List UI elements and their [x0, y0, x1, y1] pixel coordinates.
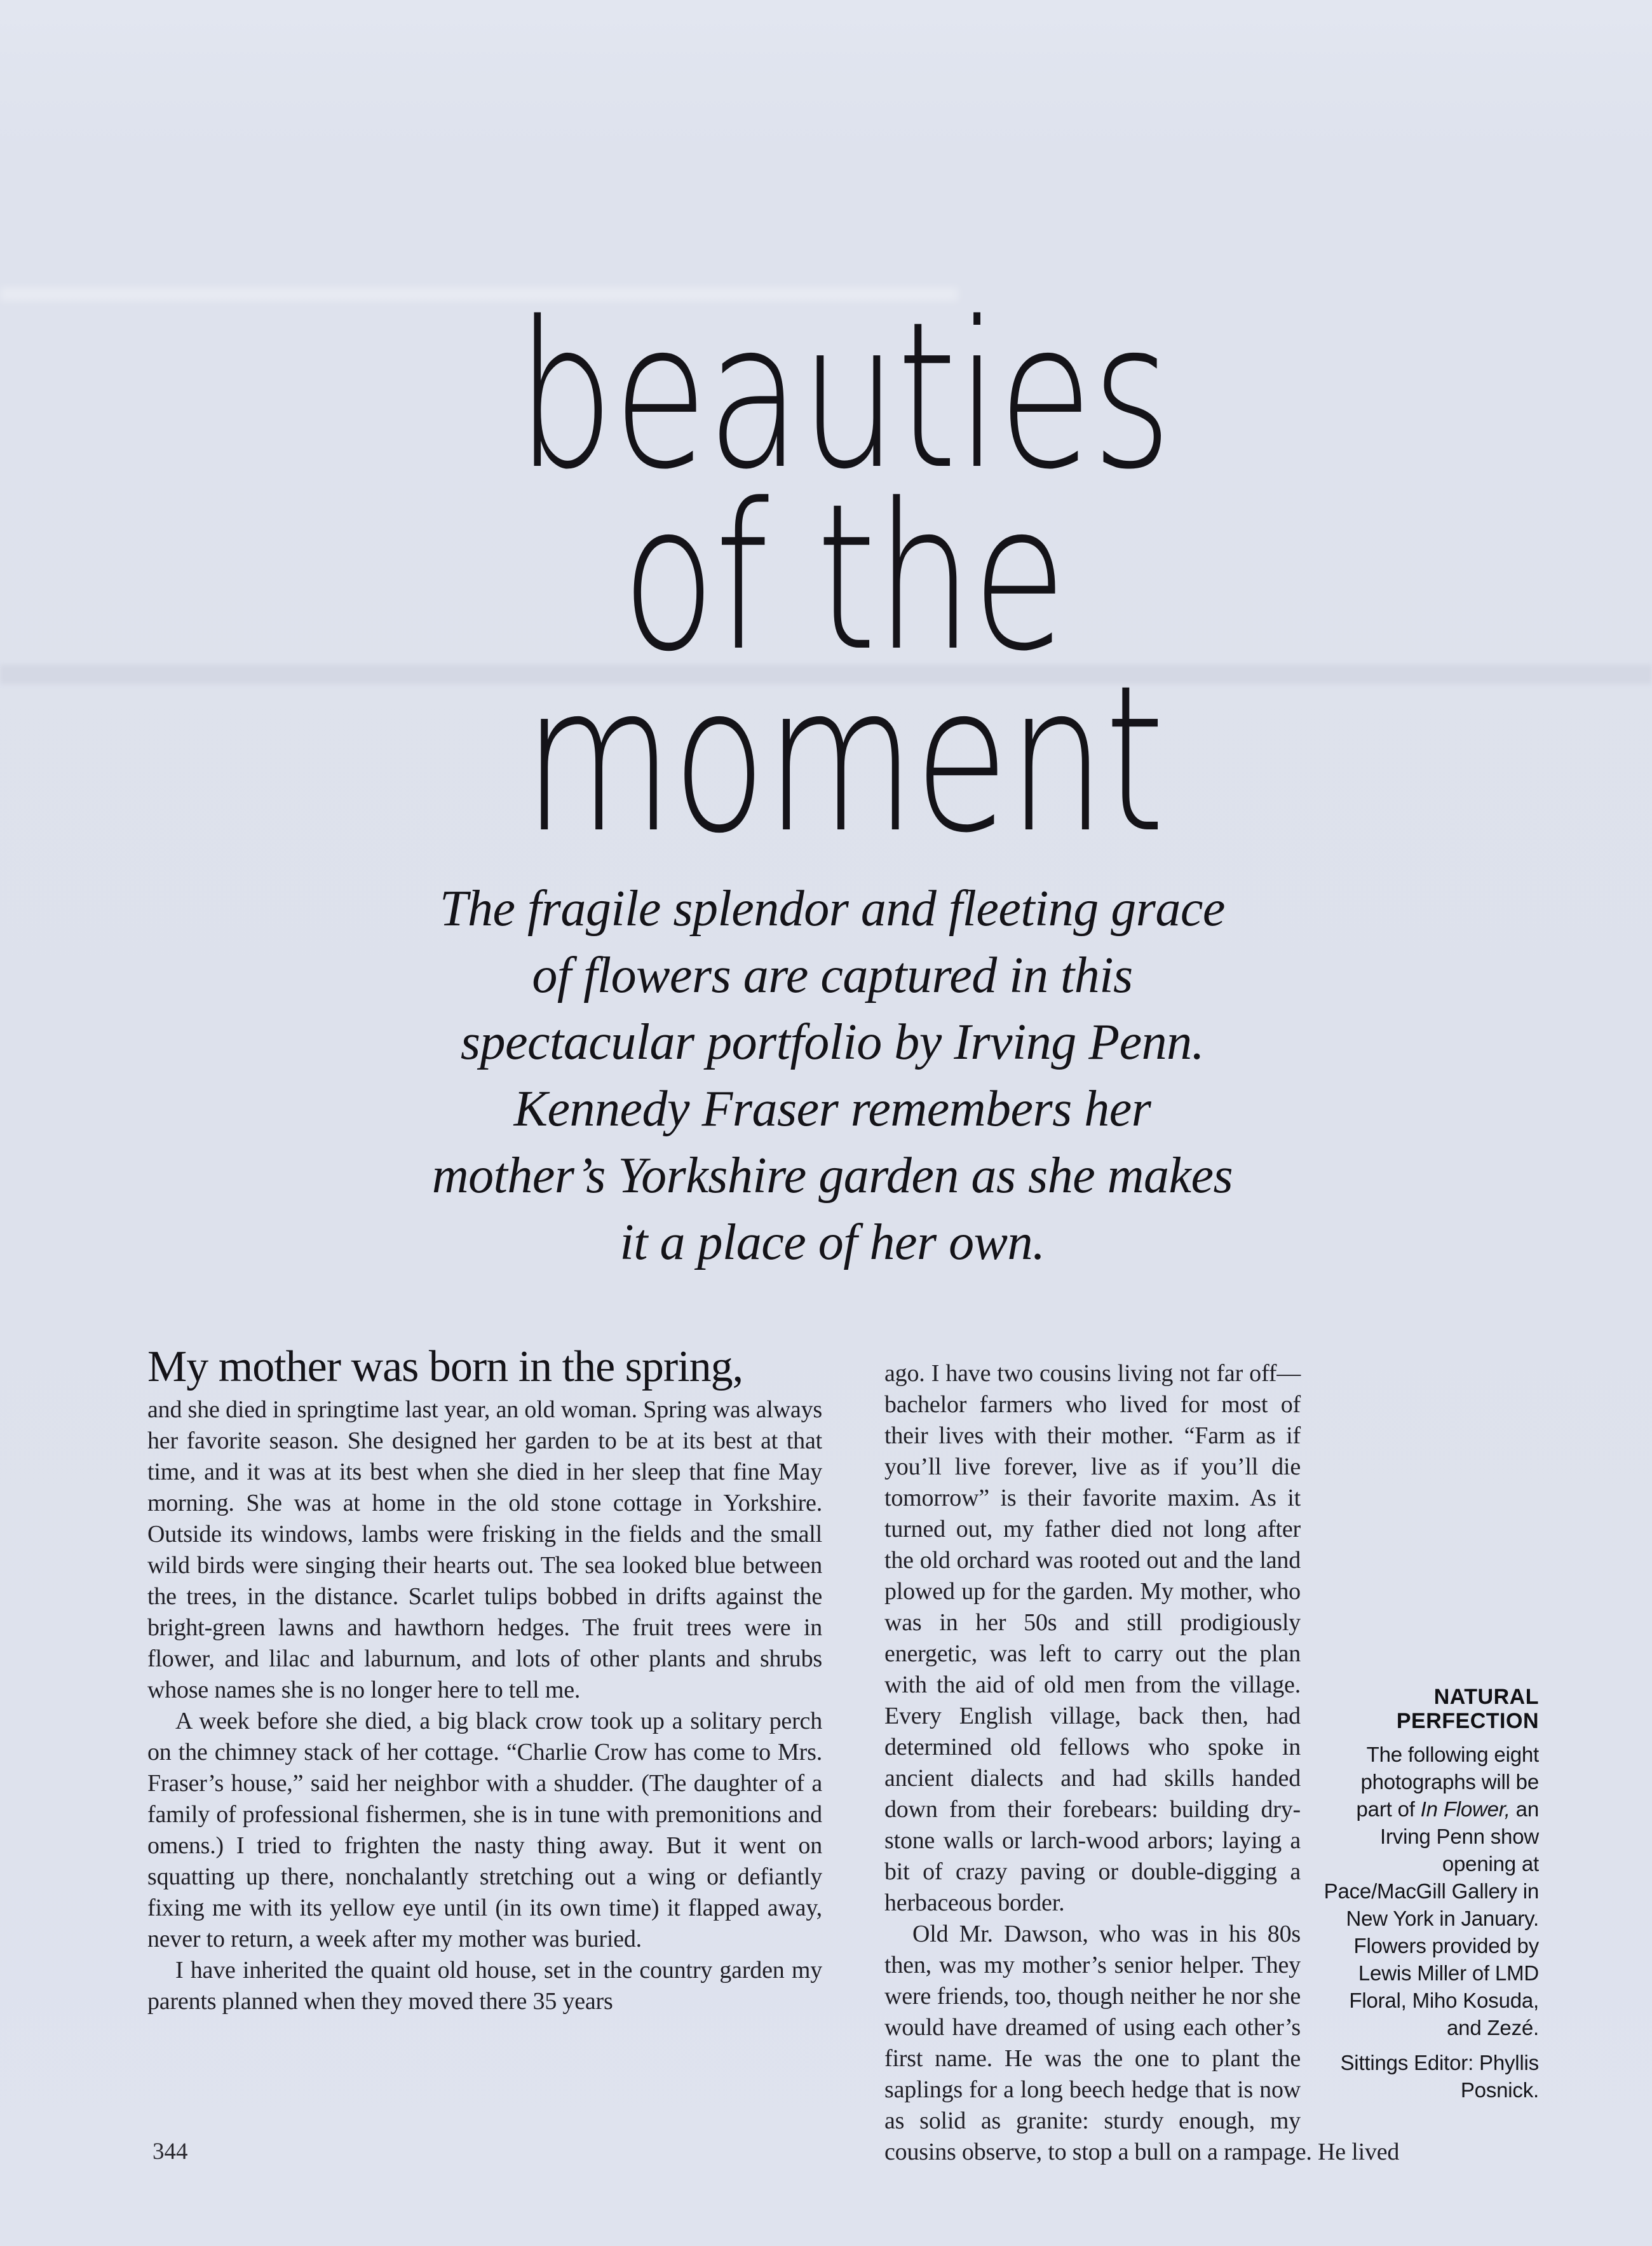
- deck-standfirst: The fragile splendor and fleeting grace of flowers are captured in this spectacular portfolio by Irving Penn. Kennedy Fraser remembers her mother’s Yorkshire garden as she makes it a place of her own.: [431, 881, 1233, 1270]
- sidebar-text: The following eight photographs will be part of: [1356, 1743, 1539, 1821]
- exhibition-title: In Flower,: [1420, 1797, 1510, 1821]
- paragraph: A week before she died, a big black crow took up a solitary perch on the chimney stack of her cottage. “Charlie Crow has come to Mrs. Fraser’s house,” said her neighbor with a shudder. (The daughter of a family of professional fishermen, she is in tune with premonitions and omens.) I tried to frighten the nasty thing away. But it went on squatting up there, nonchalantly stretching out a wing or defiantly fixing me with its yellow eye until (in its own time) it flapped away, never to return, a week after my mother was buried.: [147, 1708, 822, 1952]
- article-column-right: [884, 1358, 1539, 2168]
- sidebar-title: NATURAL PERFECTION: [1396, 1685, 1539, 1733]
- paragraph: I have inherited the quaint old house, set in the country garden my parents planned when they moved there 35 years: [147, 1957, 822, 2015]
- page-number: 344: [152, 2139, 188, 2165]
- sidebar-body: [1320, 1741, 1539, 2041]
- paragraph-lead: [147, 1342, 822, 1706]
- headline: beauties of the moment: [516, 278, 1172, 877]
- sidebar-credit: Sittings Editor: Phyllis Posnick.: [1340, 2051, 1539, 2102]
- sidebar-natural-perfection: [1320, 1637, 1539, 2104]
- paragraph: Old Mr. Dawson, who was in his 80s then, was my mother’s senior helper. They were friends, too, though neither he nor she would have dreamed of using each other’s first name. He was the one to plant the saplings for a long beech hedge that is now as solid as granite: sturdy enough, my cousins observe, to stop a bull on a rampage. He lived: [884, 1921, 1400, 2165]
- paragraph: ago. I have two cousins living not far off—bachelor farmers who lived for most of their lives with their mother. “Farm as if you’ll live forever, live as if you’ll die tomorrow” is their favorite maxim. As it turned out, my father died not long after the old orchard was rooted out and the land plowed up for the garden. My mother, who was in her 50s and still prodigiously energetic, was left to carry out the plan with the aid of old men from the village. Every English village, back then, had determined old fellows who spoke in ancient dialects and had skills handed down from their forebears: building dry-stone walls or larch-wood arbors; laying a bit of crazy paving or double-digging a herbaceous border.: [884, 1360, 1301, 1916]
- sidebar-text: an Irving Penn show opening at Pace/MacGill Gallery in New York in January. Flowers provided by Lewis Miller of LMD Floral, Miho Kosuda, and Zezé.: [1324, 1797, 1539, 2039]
- lead-in-line: My mother was born in the spring,: [147, 1342, 743, 1391]
- paragraph-text: and she died in springtime last year, an old woman. Spring was always her favorite season. She designed her garden to be at its best at that time, and it was at its best when she died in her sleep that fine May morning. She was at home in the old stone cottage in Yorkshire. Outside its windows, lambs were frisking in the fields and the small wild birds were singing their hearts out. The sea looked blue between the trees, in the distance. Scarlet tulips bobbed in drifts against the bright-green lawns and hawthorn hedges. The fruit trees were in flower, and lilac and laburnum, and lots of other plants and shrubs whose names she is no longer here to tell me.: [147, 1396, 822, 1703]
- article-column-left: [147, 1342, 822, 2017]
